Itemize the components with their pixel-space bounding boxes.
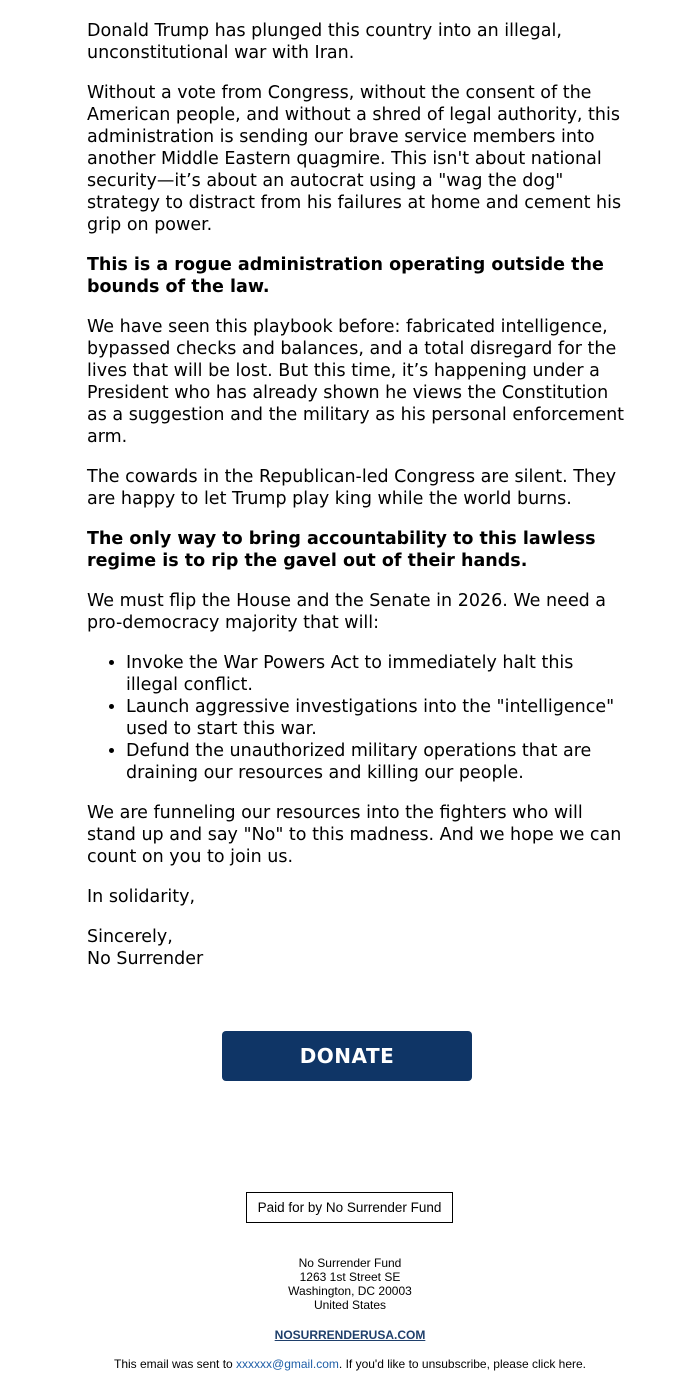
list-item: • Launch aggressive investigations into the "intelligence" used to start this war. xyxy=(126,696,627,740)
address-country: United States xyxy=(313,1298,387,1312)
paragraph-funneling: We are funneling our resources into the fighters who will stand up and say "No" to this madness. And we hope we can count on you to join us. xyxy=(87,803,622,867)
goals-list xyxy=(87,652,627,784)
paragraph-no-vote: Without a vote from Congress, without the consent of the American people, and without a shred of legal authority, this administration is sending our brave service members into another Middle Eastern quagmire. This isn't about national security—it’s about an autocrat using a "wag the dog" strategy to distract from his failures at home and cement his grip on power. xyxy=(87,83,622,235)
signoff-sender: No Surrender xyxy=(87,949,204,969)
mailing-address xyxy=(0,1256,700,1312)
site-link-row xyxy=(0,1328,700,1342)
list-item: • Invoke the War Powers Act to immediately halt this illegal conflict. xyxy=(126,652,627,696)
paragraph-playbook: We have seen this playbook before: fabricated intelligence, bypassed checks and balances, and a total disregard for the lives that will be lost. But this time, it’s happening under a President who has already shown he views the Constitution as a suggestion and the military as his personal enforcement arm. xyxy=(87,317,625,447)
address-street: 1263 1st Street SE xyxy=(299,1270,401,1284)
paragraph-flip-house: We must flip the House and the Senate in 2026. We need a pro-democracy majority that will: xyxy=(87,591,606,633)
donate-container xyxy=(222,1031,472,1081)
paragraph-accountability: The only way to bring accountability to this lawless regime is to rip the gavel out of their hands. xyxy=(87,529,596,571)
recipient-email-link[interactable]: xxxxxx@gmail.com xyxy=(236,1357,339,1371)
unsubscribe-link[interactable]: click here xyxy=(531,1357,583,1371)
donate-button[interactable]: DONATE xyxy=(222,1031,472,1081)
paragraph-cowards: The cowards in the Republican-led Congress are silent. They are happy to let Trump play king while the world burns. xyxy=(87,467,617,509)
unsubscribe-text: . If you'd like to unsubscribe, please xyxy=(338,1357,532,1371)
signoff-line: Sincerely, xyxy=(87,927,173,947)
address-org: No Surrender Fund xyxy=(298,1256,402,1270)
address-city: Washington, DC 20003 xyxy=(288,1284,412,1298)
sent-end-text: . xyxy=(582,1357,587,1371)
sent-to-text: This email was sent to xyxy=(113,1357,237,1371)
closing-line: In solidarity, xyxy=(87,887,196,907)
unsubscribe-note xyxy=(0,1357,700,1371)
email-body xyxy=(87,20,627,988)
paragraph-rogue-administration: This is a rogue administration operating outside the bounds of the law. xyxy=(87,255,604,297)
paragraph-intro: Donald Trump has plunged this country into an illegal, unconstitutional war with Iran. xyxy=(87,21,562,63)
list-item: • Defund the unauthorized military operations that are draining our resources and killing our people. xyxy=(126,740,627,784)
website-link[interactable]: NOSURRENDERUSA.COM xyxy=(274,1328,426,1342)
paid-for-disclaimer: Paid for by No Surrender Fund xyxy=(246,1192,453,1223)
signoff xyxy=(87,926,627,970)
